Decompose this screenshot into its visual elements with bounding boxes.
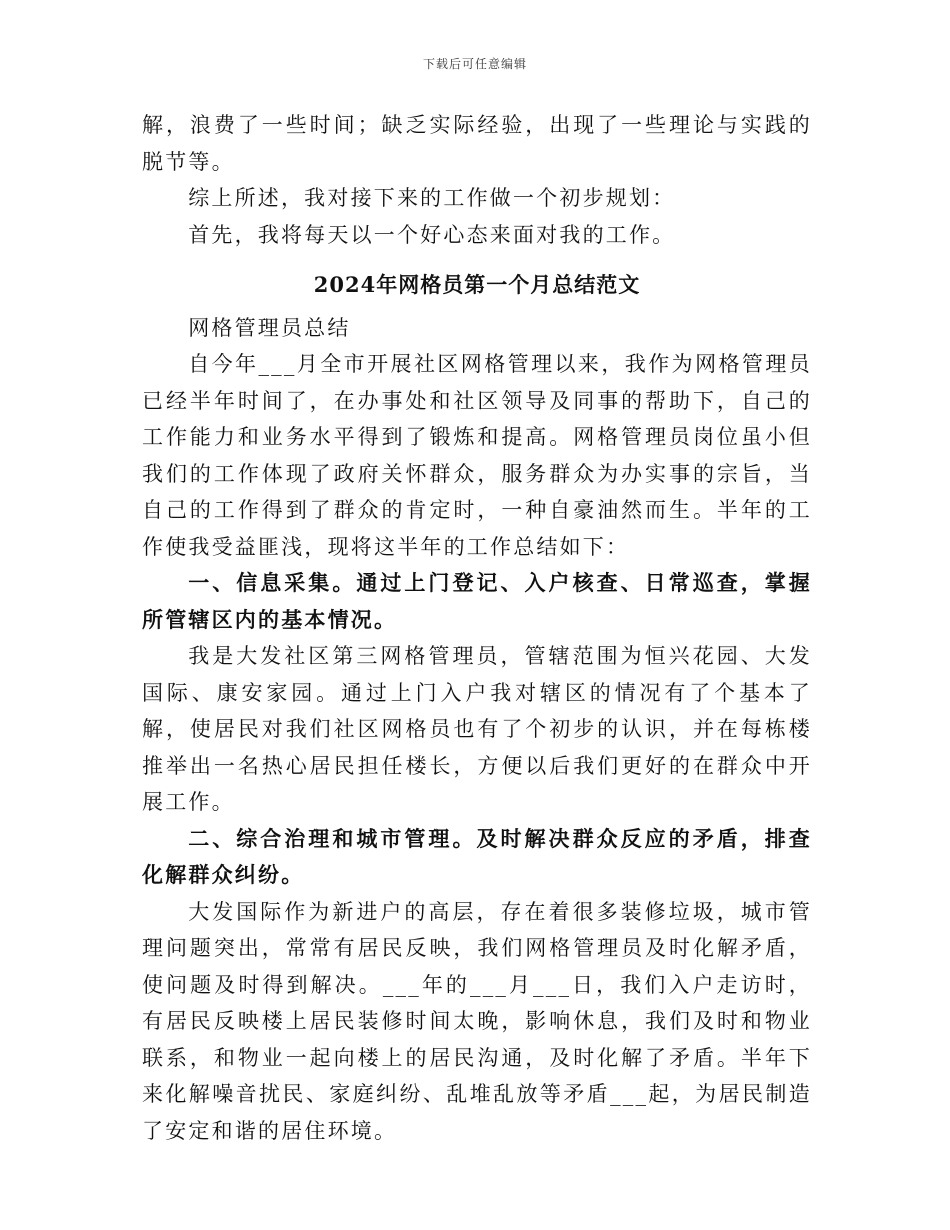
paragraph-subtitle: 网格管理员总结 — [188, 315, 351, 340]
page-header-note: 下载后可任意编辑 — [422, 57, 527, 71]
section-heading-1: 一、信息采集。通过上门登记、入户核查、日常巡查，掌握所管辖区内的基本情况。 — [142, 570, 812, 632]
document-title: 2024年网格员第一个月总结范文 — [313, 272, 641, 297]
paragraph-continuation: 解，浪费了一些时间；缺乏实际经验，出现了一些理论与实践的脱节等。 — [142, 113, 812, 174]
document-body — [142, 107, 812, 1149]
paragraph-first-plan: 首先，我将每天以一个好心态来面对我的工作。 — [188, 222, 676, 247]
paragraph-summary: 综上所述，我对接下来的工作做一个初步规划： — [188, 186, 676, 210]
section-heading-2: 二、综合治理和城市管理。及时解决群众反应的矛盾，排查化解群众纠纷。 — [142, 825, 812, 887]
paragraph-section-2: 大发国际作为新进户的高层，存在着很多装修垃圾，城市管理问题突出，常常有居民反映，我们网格管理员及时化解矛盾，使问题及时得到解决。___年的___月___日，我们入户走访时，有居民反映楼上居民装修时间太晚，影响休息，我们及时和物业联系，和物业一起向楼上的居民沟通，及时化解了矛盾。半年下来化解噪音扰民、家庭纠纷、乱堆乱放等矛盾___起，为居民制造了安定和谐的居住环境。 — [142, 899, 812, 1143]
paragraph-section-1: 我是大发社区第三网格管理员，管辖范围为恒兴花园、大发国际、康安家园。通过上门入户我对辖区的情况有了个基本了解，使居民对我们社区网格员也有了个初步的认识，并在每栋楼推举出一名热心居民担任楼长，方便以后我们更好的在群众中开展工作。 — [142, 644, 812, 814]
paragraph-intro: 自今年___月全市开展社区网格管理以来，我作为网格管理员已经半年时间了，在办事处和社区领导及同事的帮助下，自己的工作能力和业务水平得到了锻炼和提高。网格管理员岗位虽小但我们的工作体现了政府关怀群众，服务群众为办实事的宗旨，当自己的工作得到了群众的肯定时，一种自豪油然而生。半年的工作使我受益匪浅，现将这半年的工作总结如下： — [142, 352, 812, 559]
